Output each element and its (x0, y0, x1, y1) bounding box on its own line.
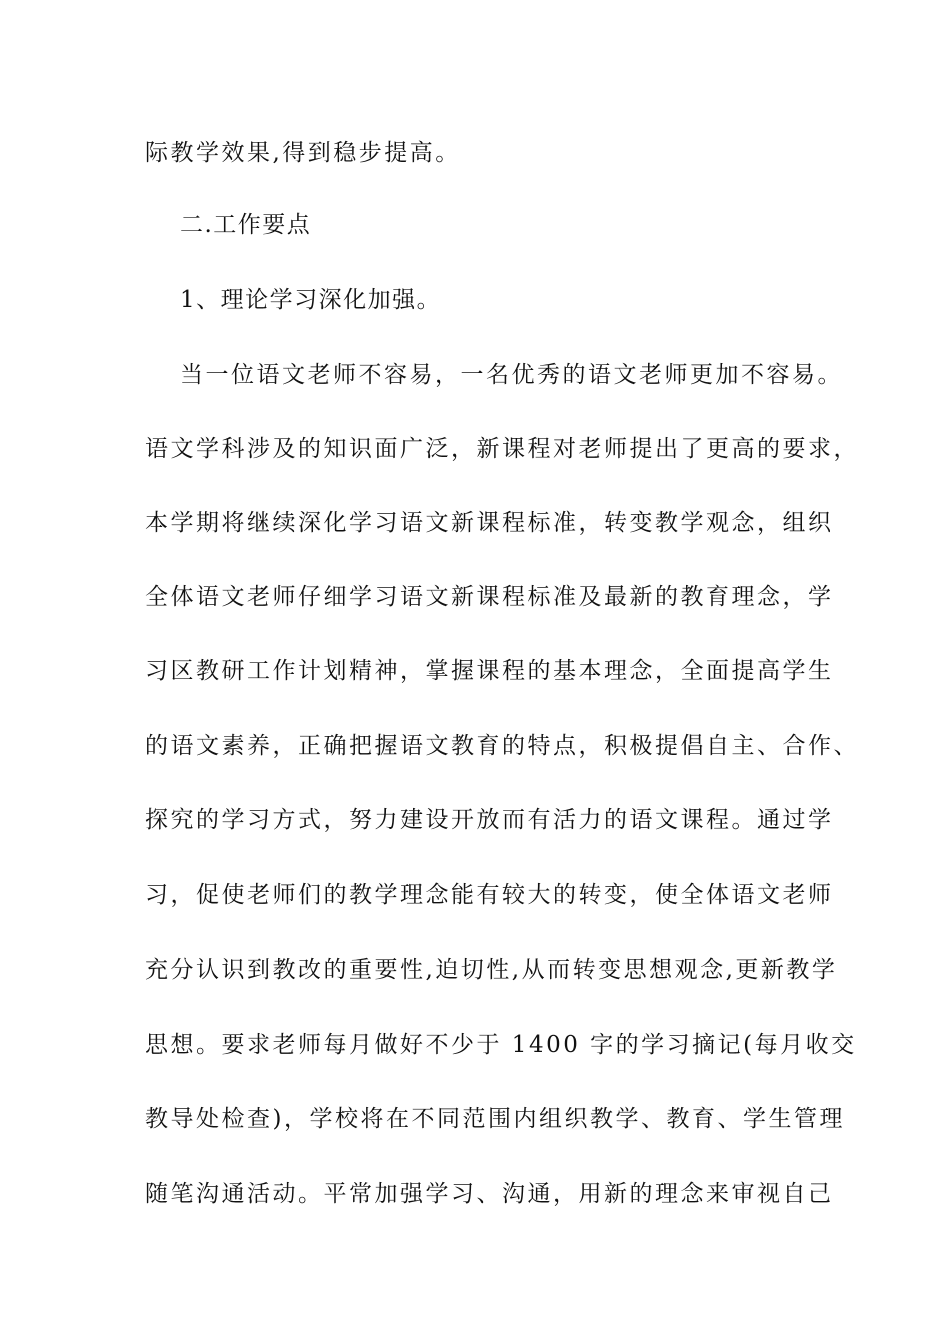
subsection-heading: 1、理论学习深化加强。 (180, 287, 442, 313)
paragraph-line-10: 充分认识到教改的重要性,迫切性,从而转变思想观念,更新教学 (145, 957, 838, 983)
paragraph-line-1: 际教学效果,得到稳步提高。 (145, 140, 461, 166)
paragraph-line-12: 教导处检查)，学校将在不同范围内组织教学、教育、学生管理 (145, 1106, 845, 1132)
paragraph-line-7: 的语文素养，正确把握语文教育的特点，积极提倡自主、合作、 (145, 733, 859, 759)
paragraph-line-13: 随笔沟通活动。平常加强学习、沟通，用新的理念来审视自己 (145, 1181, 834, 1207)
paragraph-line-2: 当一位语文老师不容易，一名优秀的语文老师更加不容易。 (180, 362, 843, 388)
paragraph-line-6: 习区教研工作计划精神，掌握课程的基本理念，全面提高学生 (145, 658, 834, 684)
paragraph-line-3: 语文学科涉及的知识面广泛，新课程对老师提出了更高的要求， (145, 436, 859, 462)
section-heading: 二.工作要点 (180, 212, 312, 238)
paragraph-line-8: 探究的学习方式，努力建设开放而有活力的语文课程。通过学 (145, 807, 834, 833)
paragraph-line-9: 习，促使老师们的教学理念能有较大的转变，使全体语文老师 (145, 882, 834, 908)
paragraph-line-11: 思想。要求老师每月做好不少于 1400 字的学习摘记(每月收交 (145, 1032, 857, 1058)
paragraph-line-4: 本学期将继续深化学习语文新课程标准，转变教学观念，组织 (145, 510, 834, 536)
paragraph-line-5: 全体语文老师仔细学习语文新课程标准及最新的教育理念，学 (145, 584, 834, 610)
